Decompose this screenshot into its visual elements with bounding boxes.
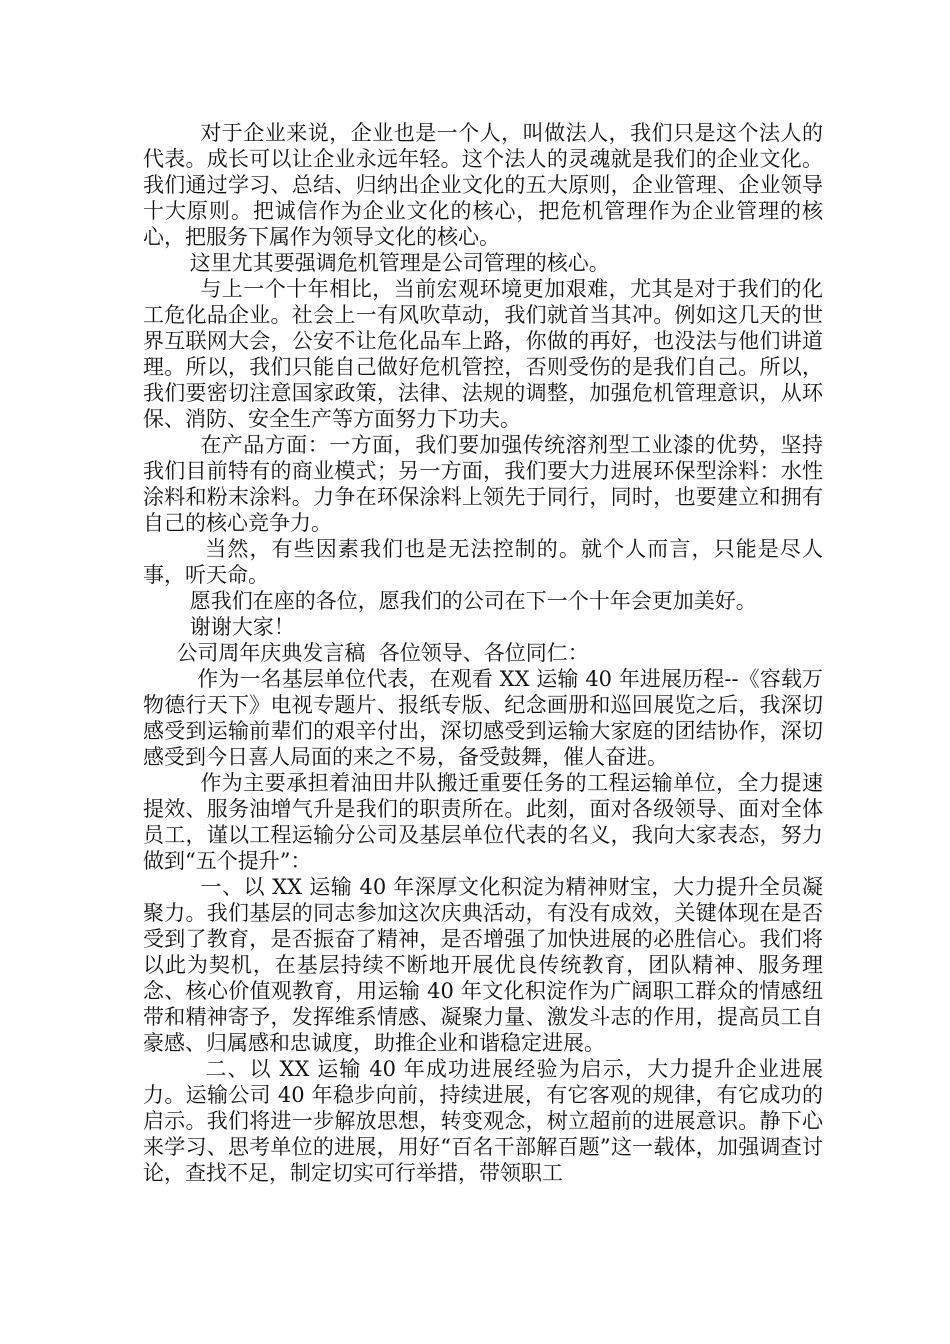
paragraph: 与上一个十年相比，当前宏观环境更加艰难，尤其是对于我们的化工危化品企业。社会上一有风吹草动，我们就首当其冲。例如这几天的世界互联网大会，公安不让危化品车上路，你做的再好，也没法与他们讲道理。所以，我们只能自己做好危机管控，否则受伤的是我们自己。所以，我们要密切注意国家政策，法律、法规的调整，加强危机管理意识，从环保、消防、安全生产等方面努力下功夫。 <box>143 277 823 431</box>
paragraph: 对于企业来说，企业也是一个人，叫做法人，我们只是这个法人的代表。成长可以让企业永远年轻。这个法人的灵魂就是我们的企业文化。我们通过学习、总结、归纳出企业文化的五大原则，企业管理、企业领导十大原则。把诚信作为企业文化的核心，把危机管理作为企业管理的核心，把服务下属作为领导文化的核心。 <box>143 121 823 249</box>
paragraph: 一、以 XX 运输 40 年深厚文化积淀为精神财宝，大力提升全员凝聚力。我们基层的同志参加这次庆典活动，有没有成效，关键体现在是否受到了教育，是否振奋了精神，是否增强了加快进展的必胜信心。我们将以此为契机，在基层持续不断地开展优良传统教育，团队精神、服务理念、核心价值观教育，用运输 40 年文化积淀作为广阔职工群众的情感纽带和精神寄予，发挥维系情感、凝聚力量、激发斗志的作用，提高员工自豪感、归属感和忠诚度，助推企业和谐稳定进展。 <box>143 875 823 1055</box>
document-body <box>143 120 823 1186</box>
paragraph: 愿我们在座的各位，愿我们的公司在下一个十年会更加美好。 <box>143 589 757 613</box>
paragraph: 二、以 XX 运输 40 年成功进展经验为启示，大力提升企业进展力。运输公司 40 年稳步向前，持续进展，有它客观的规律，有它成功的启示。我们将进一步解放思想，转变观念，树立超前的进展意识。静下心来学习、思考单位的进展，用好“百名干部解百题”这一载体，加强调查讨论，查找不足，制定切实可行举措，带领职工 <box>143 1057 824 1185</box>
paragraph: 谢谢大家！ <box>143 615 295 639</box>
paragraph: 作为主要承担着油田井队搬迁重要任务的工程运输单位，全力提速提效、服务油增气升是我们的职责所在。此刻，面对各级领导、面对全体员工，谨以工程运输分公司及基层单位代表的名义，我向大家表态，努力做到“五个提升”： <box>143 771 823 873</box>
paragraph: 这里尤其要强调危机管理是公司管理的核心。 <box>143 251 610 275</box>
paragraph: 作为一名基层单位代表，在观看 XX 运输 40 年进展历程--《容载万物德行天下》电视专题片、报纸专版、纪念画册和巡回展览之后，我深切感受到运输前辈们的艰辛付出，深切感受到运输大家庭的团结协作，深切感受到今日喜人局面的来之不易，备受鼓舞，催人奋进。 <box>143 667 824 769</box>
paragraph: 当然，有些因素我们也是无法控制的。就个人而言，只能是尽人事，听天命。 <box>143 537 824 587</box>
paragraph: 在产品方面：一方面，我们要加强传统溶剂型工业漆的优势，坚持我们目前特有的商业模式；另一方面，我们要大力进展环保型涂料：水性涂料和粉末涂料。力争在环保涂料上领先于同行，同时，也要建立和拥有自己的核心竞争力。 <box>143 433 823 535</box>
section-heading: 公司周年庆典发言稿 各位领导、各位同仁： <box>143 641 589 665</box>
